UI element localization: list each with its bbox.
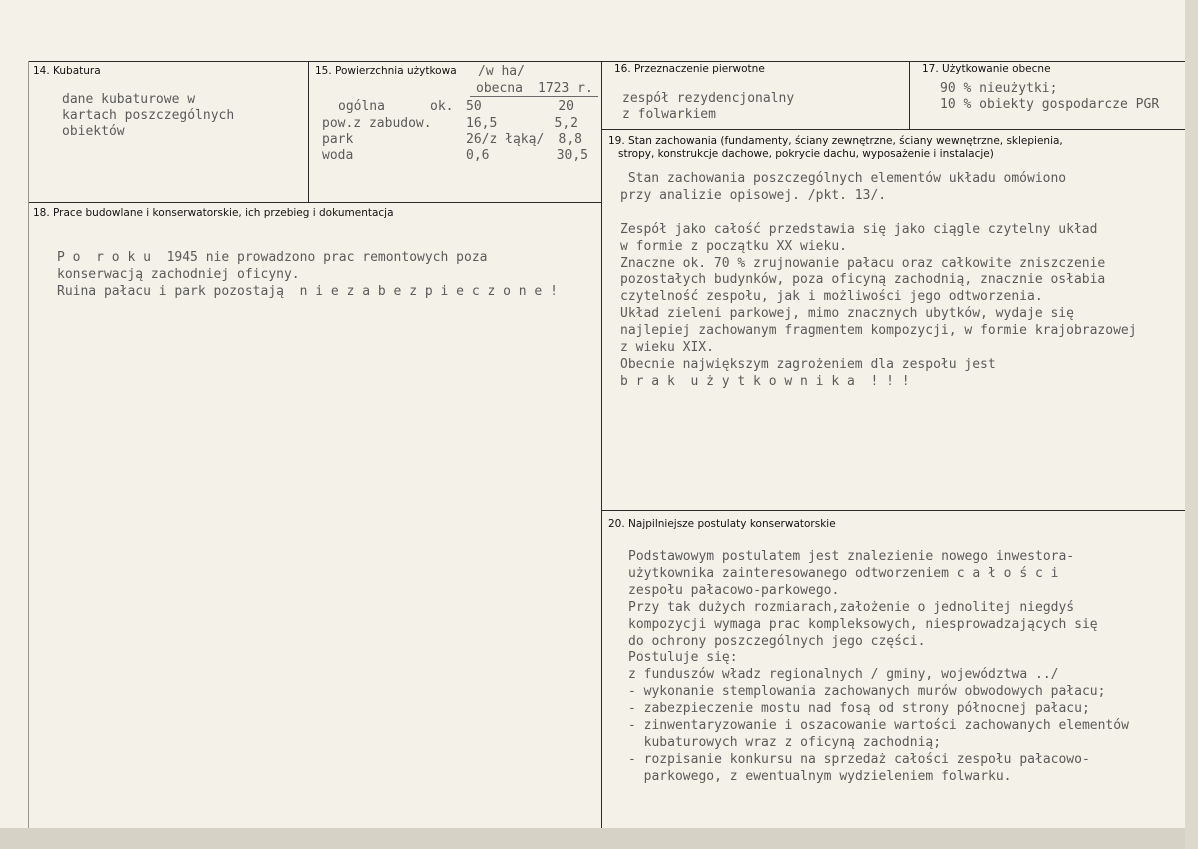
section-16-line: zespół rezydencjonalny [622, 91, 795, 106]
section-17-label: 17. Użytkowanie obecne [922, 63, 1051, 75]
section-20-line: - zabezpieczenie mostu nad fosą od strony północnej pałacu; [628, 701, 1090, 717]
section-20-line: Podstawowym postulatem jest znalezienie nowego inwestora- [628, 549, 1075, 564]
area-row-current: 26/z łąką/ [466, 132, 545, 147]
column-header-current: obecna [476, 81, 523, 96]
section-20-line: - rozpisanie konkursu na sprzedaż całości zespołu pałacowo- [628, 751, 1090, 767]
section-19-line: Obecnie największym zagrożeniem dla zespołu jest [620, 356, 996, 372]
area-row-year: 30,5 [556, 148, 588, 163]
section-19-label-line1: 19. Stan zachowania (fundamenty, ściany zewnętrzne, ściany wewnętrzne, sklepienia, [608, 135, 1063, 147]
section-17-line: 90 % nieużytki; [940, 81, 1058, 96]
section-20-line: Postuluje się: [628, 650, 738, 666]
section-19-line: czytelność zespołu, jak i możliwości jego odtworzenia. [620, 289, 1043, 305]
section-19-label-line2: stropy, konstrukcje dachowe, pokrycie dachu, wyposażenie i instalacje) [618, 148, 994, 160]
left-edge [28, 61, 29, 828]
area-row-name: ogólna [338, 99, 385, 114]
section-14-line: obiektów [62, 124, 125, 139]
area-row-current: 50 [466, 99, 482, 114]
section-19-line: Zespół jako całość przedstawia się jako ciągle czytelny układ [620, 221, 1098, 237]
section-20-line: Przy tak dużych rozmiarach,założenie o jednolitej niegdyś [628, 599, 1075, 615]
section-16-label: 16. Przeznaczenie pierwotne [614, 63, 765, 75]
section-14-label: 14. Kubatura [33, 65, 101, 77]
area-row-year: 8,8 [558, 132, 582, 147]
area-row-current: 0,6 [466, 148, 490, 163]
divider-16-17 [909, 61, 910, 129]
section-18-label: 18. Prace budowlane i konserwatorskie, ich przebieg i dokumentacja [33, 207, 394, 219]
section-19-line: przy analizie opisowej. /pkt. 13/. [620, 187, 887, 203]
column-header-year: 1723 r. [538, 81, 593, 96]
divider-left-right [601, 61, 602, 828]
section-19-line: w formie z początku XX wieku. [620, 238, 847, 254]
rule-above-18 [28, 202, 601, 203]
section-19-line: Układ zieleni parkowej, mimo znacznych ubytków, wydaje się [620, 306, 1074, 322]
area-row-name: park [322, 132, 354, 147]
area-row-name: woda [322, 148, 354, 163]
divider-14-15 [308, 61, 309, 202]
card-bottom-edge [0, 828, 1198, 849]
section-19-line: pozostałych budynków, poza oficyną zachodnią, znacznie osłabia [620, 272, 1106, 288]
area-row-prefix: ok. [430, 99, 454, 114]
section-19-line: b r a k u ż y t k o w n i k a ! ! ! [620, 373, 910, 389]
section-16-line: z folwarkiem [622, 107, 716, 122]
section-14-line: kartach poszczególnych [62, 108, 235, 123]
section-18-line: P o r o k u 1945 nie prowadzono prac remontowych poza [57, 250, 488, 265]
card-right-edge [1185, 0, 1198, 849]
section-17-line: 10 % obiekty gospodarcze PGR [940, 97, 1160, 112]
section-18-line: konserwacją zachodniej oficyny. [57, 267, 300, 282]
area-row-year: 20 [558, 99, 574, 114]
section-20-line: - zinwentaryzowanie i oszacowanie wartości zachowanych elementów [628, 718, 1129, 733]
area-unit: /w ha/ [478, 64, 525, 79]
section-14-line: dane kubaturowe w [62, 92, 196, 107]
rule-above-19 [601, 129, 1185, 130]
section-20-line: do ochrony poszczególnych jego części. [628, 633, 926, 649]
section-15-label: 15. Powierzchnia użytkowa [315, 65, 457, 77]
section-19-line: z wieku XIX. [620, 340, 714, 355]
section-19-line: Znaczne ok. 70 % zrujnowanie pałacu oraz całkowite zniszczenie [620, 255, 1106, 271]
area-row-current: 16,5 [466, 116, 498, 131]
section-20-line: zespołu pałacowo-parkowego. [628, 582, 840, 598]
section-18-line: Ruina pałacu i park pozostają n i e z a b e z p i e c z o n e ! [57, 284, 558, 299]
section-20-line: z funduszów władz regionalnych / gminy, województwa ../ [628, 667, 1059, 683]
section-19-line: najlepiej zachowanym fragmentem kompozycji, w formie krajobrazowej [620, 323, 1137, 339]
section-20-line: kubaturowych wraz z oficyną zachodnią; [628, 734, 942, 750]
section-20-label: 20. Najpilniejsze postulaty konserwatorskie [608, 518, 836, 530]
area-row-year: 5,2 [554, 116, 578, 131]
area-row-name: pow.z zabudow. [322, 116, 432, 131]
section-19-line: Stan zachowania poszczególnych elementów układu omówiono [620, 171, 1067, 186]
section-20-line: parkowego, z ewentualnym wydzieleniem folwarku. [628, 768, 1012, 784]
section-20-line: - wykonanie stemplowania zachowanych murów obwodowych pałacu; [628, 684, 1106, 700]
section-20-line: kompozycji wymaga prac kompleksowych, niesprowadzających się [628, 616, 1098, 632]
section-20-line: użytkownika zainteresowanego odtworzeniem c a ł o ś c i [628, 565, 1059, 581]
rule-above-20 [601, 510, 1185, 511]
